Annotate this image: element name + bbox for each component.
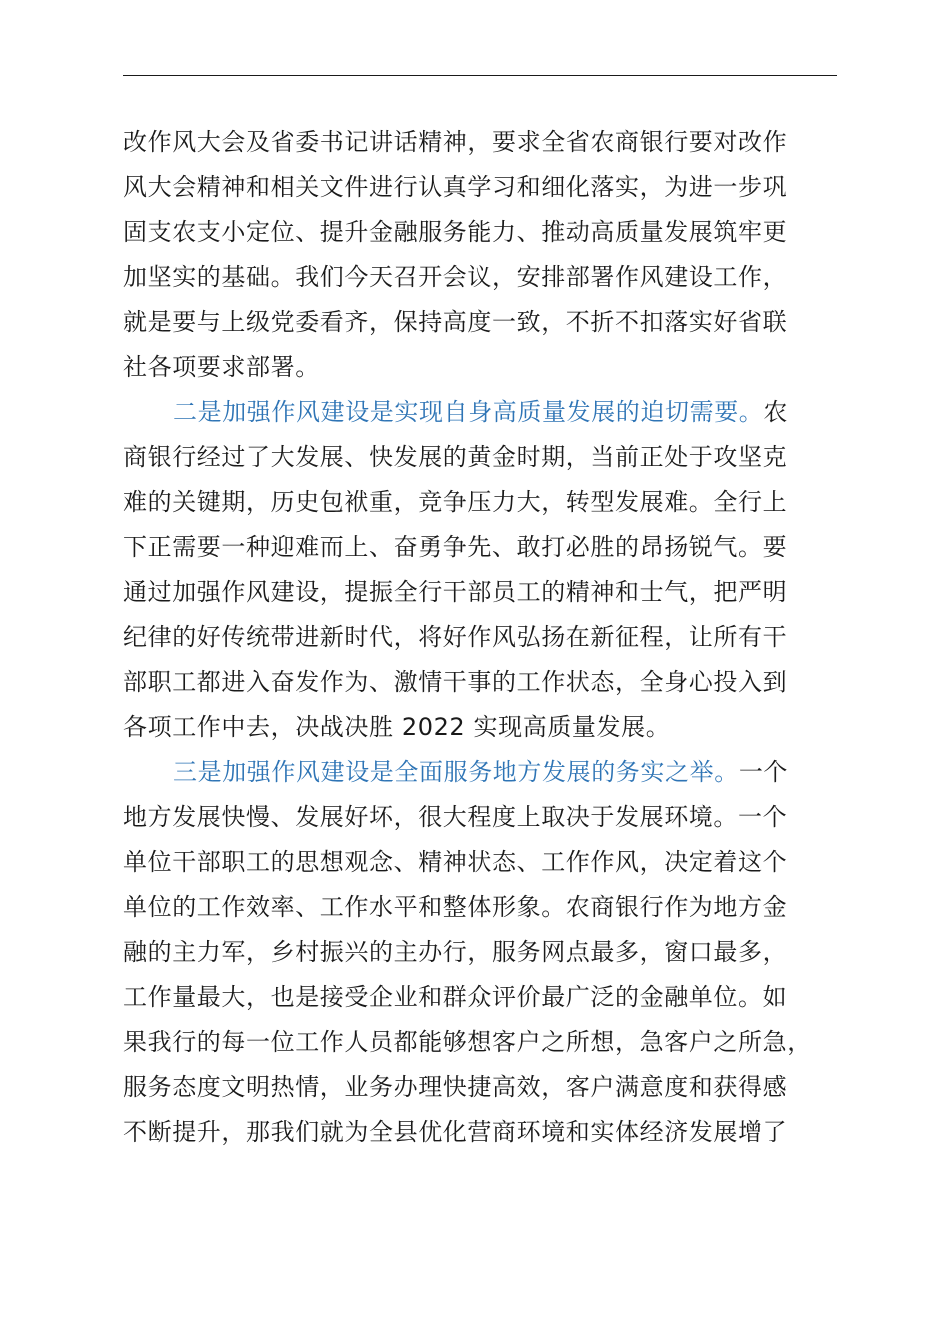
text-line: 通过加强作风建设，提振全行干部员工的精神和士气，把严明 (123, 578, 788, 606)
text-line: 下正需要一种迎难而上、奋勇争先、敢打必胜的昂扬锐气。要 (123, 533, 788, 561)
text-line: 风大会精神和相关文件进行认真学习和细化落实，为进一步巩 (123, 173, 788, 201)
text-line: 各项工作中去，决战决胜 2022 实现高质量发展。 (123, 713, 671, 741)
paragraph-1 (123, 120, 837, 390)
text-line: 就是要与上级党委看齐，保持高度一致，不折不扣落实好省联 (123, 308, 788, 336)
text-line: 不断提升，那我们就为全县优化营商环境和实体经济发展增了 (123, 1118, 788, 1146)
text-line: 社各项要求部署。 (123, 353, 320, 381)
text-line: 改作风大会及省委书记讲话精神，要求全省农商银行要对改作 (123, 128, 788, 156)
text-line: 单位干部职工的思想观念、精神状态、工作作风，决定着这个 (123, 848, 788, 876)
paragraph-lead-heading: 三是加强作风建设是全面服务地方发展的务实之举。 (173, 758, 739, 786)
text-line: 加坚实的基础。我们今天召开会议，安排部署作风建设工作， (123, 263, 788, 291)
text-line: 纪律的好传统带进新时代，将好作风弘扬在新征程，让所有干 (123, 623, 788, 651)
text-line: 难的关键期，历史包袱重，竞争压力大，转型发展难。全行上 (123, 488, 788, 516)
text-line: 服务态度文明热情，业务办理快捷高效，客户满意度和获得感 (123, 1073, 788, 1101)
text-line (123, 390, 837, 435)
text-line: 地方发展快慢、发展好坏，很大程度上取决于发展环境。一个 (123, 803, 788, 831)
text-line (123, 750, 837, 795)
text-line: 工作量最大，也是接受企业和群众评价最广泛的金融单位。如 (123, 983, 788, 1011)
text-line: 固支农支小定位、提升金融服务能力、推动高质量发展筑牢更 (123, 218, 788, 246)
text-run: 农 (763, 398, 789, 426)
text-line: 融的主力军，乡村振兴的主办行，服务网点最多，窗口最多， (123, 938, 788, 966)
header-rule (123, 75, 837, 76)
document-body (123, 120, 837, 1155)
paragraph-3 (123, 750, 837, 1155)
text-line: 果我行的每一位工作人员都能够想客户之所想，急客户之所急， (123, 1028, 812, 1056)
text-line: 单位的工作效率、工作水平和整体形象。农商银行作为地方金 (123, 893, 788, 921)
text-line: 部职工都进入奋发作为、激情干事的工作状态，全身心投入到 (123, 668, 788, 696)
paragraph-2 (123, 390, 837, 750)
text-run: 一个 (738, 758, 789, 786)
paragraph-lead-heading: 二是加强作风建设是实现自身高质量发展的迫切需要。 (173, 398, 764, 426)
text-line: 商银行经过了大发展、快发展的黄金时期，当前正处于攻坚克 (123, 443, 788, 471)
